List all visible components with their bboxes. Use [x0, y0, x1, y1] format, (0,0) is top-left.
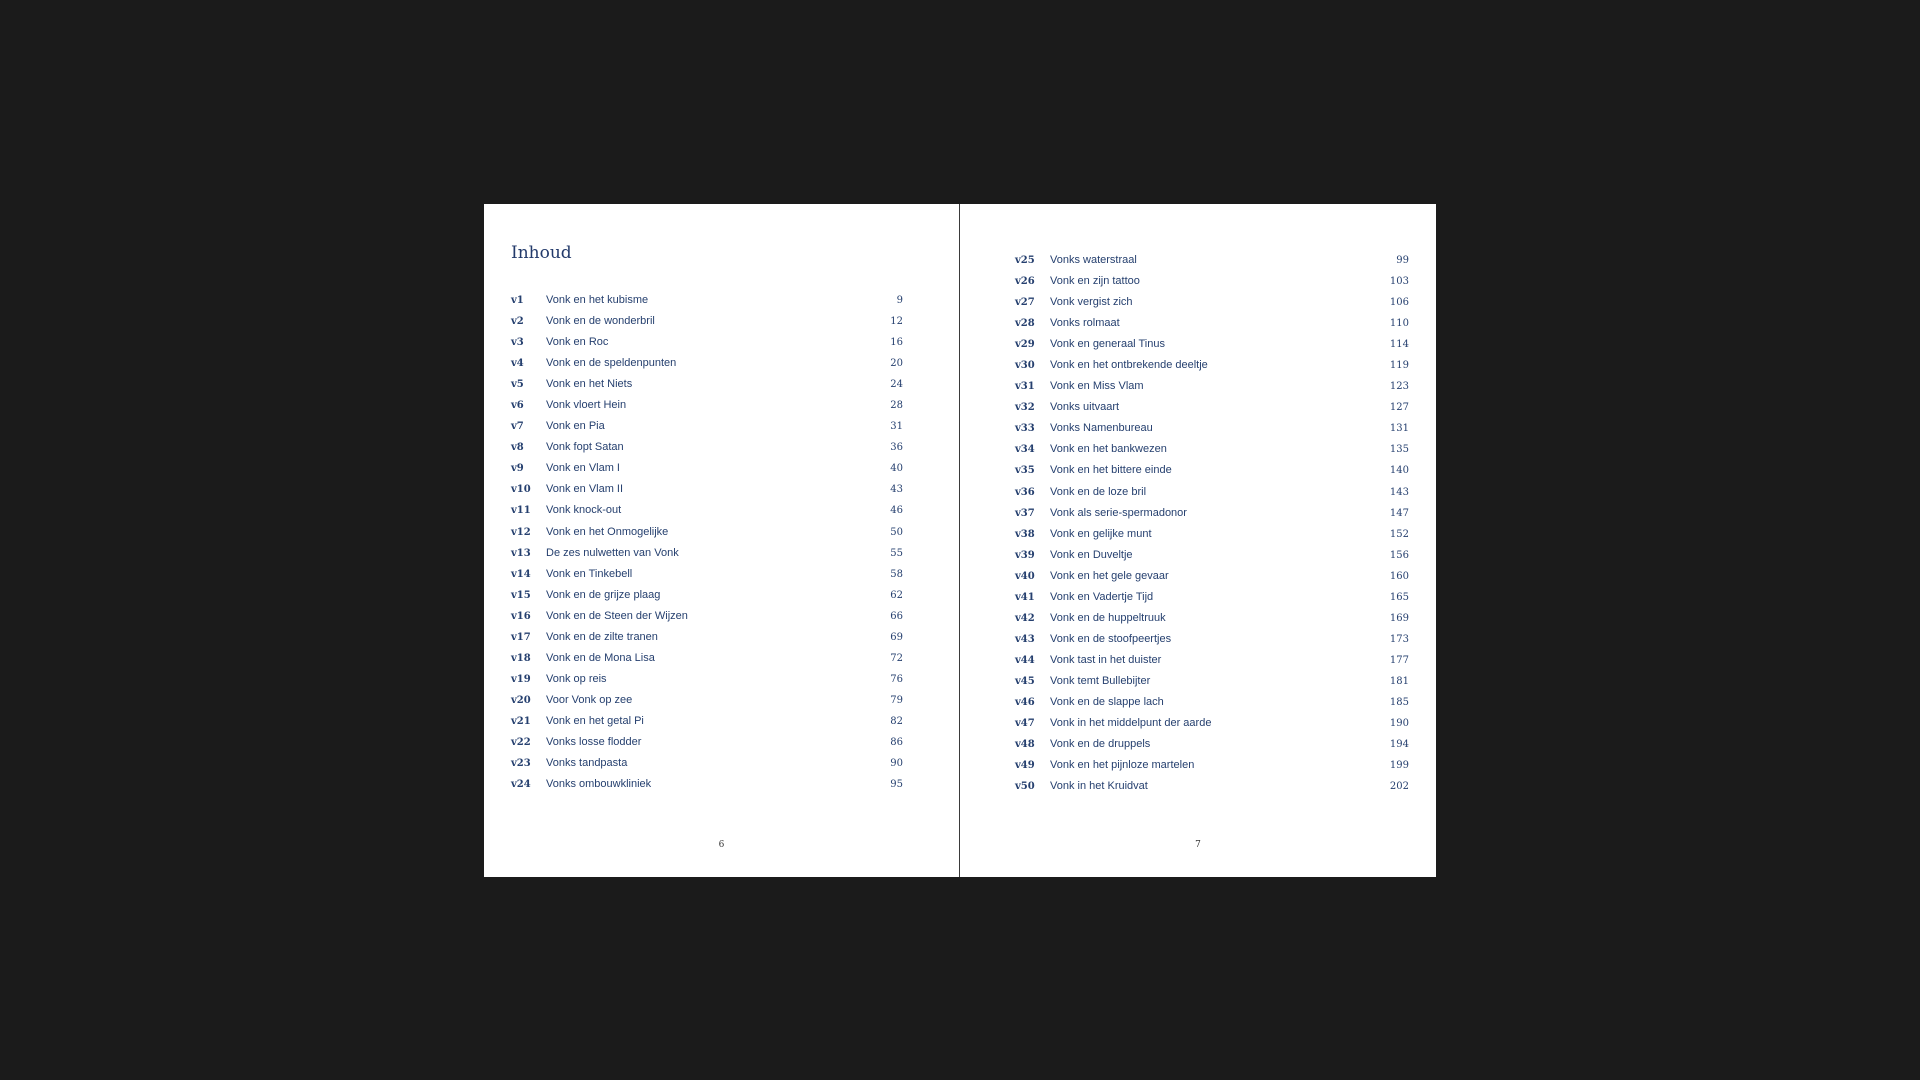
toc-entry-page: 9 [896, 295, 903, 306]
toc-entry [511, 462, 903, 483]
toc-entry-page: 160 [1389, 570, 1409, 582]
toc-entry-title: Vonk temt Bullebijter [1050, 674, 1151, 687]
toc-entry-title: Vonk en de grijze plaag [546, 588, 661, 601]
toc-entry-page: 165 [1389, 591, 1409, 603]
toc-entry-title: Vonk vloert Hein [546, 399, 627, 412]
toc-entry-title: Vonk en het ontbrekende deeltje [1050, 359, 1208, 372]
toc-entry-page: 55 [890, 547, 903, 559]
toc-entry-number: v39 [1015, 549, 1035, 561]
toc-entry-number: v1 [511, 295, 524, 306]
toc-entry-number: v17 [511, 631, 531, 643]
toc-entry [511, 336, 903, 357]
toc-entry-number: v28 [1015, 318, 1035, 330]
toc-entry-page: 181 [1389, 675, 1409, 687]
toc-entry-title: Vonk en het Onmogelijke [546, 525, 669, 538]
toc-entry [511, 589, 903, 610]
toc-entry-title: Voor Vonk op zee [546, 693, 633, 706]
toc-entry-number: v30 [1015, 360, 1035, 372]
toc-entry [511, 778, 903, 799]
toc-list-right [1015, 254, 1409, 801]
toc-entry [511, 504, 903, 525]
toc-entry-number: v19 [511, 673, 531, 685]
toc-entry-page: 114 [1389, 339, 1409, 351]
toc-entry-page: 31 [890, 421, 903, 433]
toc-entry-title: Vonk en de speldenpunten [546, 357, 677, 370]
toc-entry [511, 378, 903, 399]
page-title: Inhoud [511, 243, 572, 263]
toc-entry-page: 152 [1389, 528, 1409, 540]
toc-entry-title: Vonk en het pijnloze martelen [1050, 759, 1195, 772]
toc-entry-page: 143 [1389, 486, 1409, 498]
toc-entry [511, 399, 903, 420]
toc-entry-page: 106 [1389, 297, 1409, 309]
toc-entry-number: v36 [1015, 486, 1035, 498]
toc-entry-number: v41 [1015, 591, 1035, 603]
toc-entry-number: v37 [1015, 507, 1035, 519]
toc-entry [511, 673, 903, 694]
page-number-right: 7 [1195, 840, 1201, 850]
toc-entry-page: 76 [890, 673, 903, 685]
toc-entry-title: Vonk en het bankwezen [1050, 443, 1167, 456]
toc-entry [1015, 738, 1409, 759]
toc-entry-page: 185 [1389, 696, 1409, 708]
toc-entry-page: 147 [1389, 507, 1409, 519]
toc-entry-number: v4 [511, 358, 524, 370]
toc-entry [1015, 380, 1409, 401]
toc-entry-number: v5 [511, 379, 524, 391]
toc-entry-title: Vonk en Vlam I [546, 462, 620, 475]
toc-entry-number: v29 [1015, 339, 1035, 351]
toc-entry-page: 119 [1389, 360, 1409, 372]
toc-entry [511, 610, 903, 631]
toc-entry-title: Vonk en het getal Pi [546, 714, 644, 727]
toc-entry-page: 62 [890, 589, 903, 601]
toc-entry [511, 526, 903, 547]
toc-entry [511, 631, 903, 652]
toc-entry-number: v25 [1015, 255, 1035, 266]
toc-entry [1015, 612, 1409, 633]
toc-entry-page: 86 [890, 736, 903, 748]
toc-entry-number: v49 [1015, 760, 1035, 772]
toc-entry-page: 46 [890, 505, 903, 517]
toc-entry [1015, 275, 1409, 296]
toc-entry-page: 156 [1389, 549, 1409, 561]
toc-entry-title: Vonk en Vadertje Tijd [1050, 590, 1154, 603]
toc-entry [1015, 780, 1409, 801]
toc-entry-page: 16 [890, 337, 903, 349]
toc-entry-title: Vonks Namenbureau [1050, 422, 1153, 435]
toc-entry-title: Vonks rolmaat [1050, 317, 1120, 330]
toc-entry-page: 28 [890, 400, 903, 412]
toc-entry-number: v38 [1015, 528, 1035, 540]
toc-entry-number: v10 [511, 484, 531, 496]
toc-entry-page: 202 [1389, 781, 1409, 793]
toc-entry-number: v18 [511, 652, 531, 664]
toc-entry-number: v20 [511, 694, 531, 706]
toc-entry-title: Vonk vergist zich [1050, 296, 1133, 309]
toc-entry [511, 547, 903, 568]
toc-entry-title: Vonk en de huppeltruuk [1050, 611, 1166, 624]
toc-entry [511, 568, 903, 589]
toc-entry-number: v9 [511, 463, 524, 475]
toc-entry [1015, 422, 1409, 443]
toc-entry [1015, 696, 1409, 717]
toc-entry [1015, 591, 1409, 612]
toc-entry-title: Vonk tast in het duister [1050, 653, 1162, 666]
toc-entry-title: Vonk en Duveltje [1050, 548, 1133, 561]
toc-entry-number: v8 [511, 442, 524, 454]
toc-entry-number: v40 [1015, 570, 1035, 582]
toc-entry [511, 652, 903, 673]
toc-entry [1015, 401, 1409, 422]
toc-entry-title: Vonk en de wonderbril [546, 315, 655, 328]
toc-entry [1015, 359, 1409, 380]
toc-entry-title: Vonk als serie-spermadonor [1050, 506, 1187, 519]
toc-entry-number: v33 [1015, 423, 1035, 435]
toc-list-left [511, 294, 903, 799]
toc-entry-page: 135 [1389, 444, 1409, 456]
toc-entry-number: v48 [1015, 739, 1035, 751]
toc-entry-title: Vonk en de Mona Lisa [546, 651, 655, 664]
toc-entry-page: 90 [890, 758, 903, 770]
toc-entry [1015, 443, 1409, 464]
toc-entry [1015, 296, 1409, 317]
toc-entry [1015, 549, 1409, 570]
toc-entry-page: 127 [1389, 402, 1409, 414]
toc-entry-page: 24 [890, 379, 903, 391]
toc-entry-title: Vonk en zijn tattoo [1050, 275, 1140, 288]
toc-entry-page: 169 [1389, 612, 1409, 624]
toc-entry-title: Vonk en gelijke munt [1050, 527, 1152, 540]
toc-entry [1015, 570, 1409, 591]
toc-entry-number: v22 [511, 736, 531, 748]
toc-entry-page: 173 [1389, 633, 1409, 645]
toc-entry-title: Vonks uitvaart [1050, 401, 1120, 414]
toc-entry [1015, 654, 1409, 675]
toc-entry [1015, 759, 1409, 780]
toc-entry-page: 177 [1389, 654, 1409, 666]
toc-entry [1015, 633, 1409, 654]
toc-entry-number: v24 [511, 779, 531, 791]
toc-entry-title: Vonk en het gele gevaar [1050, 569, 1169, 582]
toc-entry-number: v7 [511, 421, 524, 433]
toc-entry-page: 50 [890, 526, 903, 538]
toc-entry-title: Vonk en Vlam II [546, 483, 624, 496]
toc-entry-page: 199 [1389, 760, 1409, 772]
toc-entry-number: v15 [511, 589, 531, 601]
toc-entry-page: 69 [890, 631, 903, 643]
book-spread [484, 204, 1436, 877]
toc-entry-title: Vonk knock-out [546, 504, 622, 517]
toc-entry-page: 190 [1389, 718, 1409, 730]
toc-entry-title: Vonk in het middelpunt der aarde [1050, 717, 1212, 730]
toc-entry-title: Vonk en de loze bril [1050, 485, 1147, 498]
toc-entry-number: v3 [511, 337, 524, 349]
toc-entry [511, 736, 903, 757]
toc-entry-page: 99 [1396, 255, 1409, 266]
toc-entry-title: Vonks losse flodder [546, 735, 642, 748]
toc-entry-number: v21 [511, 715, 531, 727]
page-number-left: 6 [718, 840, 725, 850]
toc-entry-title: Vonk en de slappe lach [1050, 695, 1164, 708]
toc-entry-title: Vonks ombouwkliniek [546, 778, 652, 791]
toc-entry-number: v6 [511, 400, 524, 412]
toc-entry-title: Vonk en het Niets [546, 378, 633, 391]
toc-entry [1015, 528, 1409, 549]
toc-entry-number: v11 [511, 505, 531, 517]
toc-entry-number: v35 [1015, 465, 1035, 477]
toc-entry-number: v12 [511, 526, 531, 538]
toc-entry-page: 43 [890, 484, 903, 496]
toc-entry [1015, 254, 1409, 275]
toc-entry [511, 294, 903, 315]
toc-entry-title: Vonk en de Steen der Wijzen [546, 609, 688, 622]
toc-entry-title: Vonk en de druppels [1050, 738, 1151, 751]
toc-entry-number: v13 [511, 547, 531, 559]
toc-entry-page: 58 [890, 568, 903, 580]
toc-entry [511, 315, 903, 336]
toc-entry-page: 82 [890, 715, 903, 727]
toc-entry-title: Vonk en Miss Vlam [1050, 380, 1144, 393]
toc-entry-page: 103 [1389, 276, 1409, 288]
toc-entry-title: Vonk en Pia [546, 420, 605, 433]
toc-entry-title: De zes nulwetten van Vonk [546, 546, 679, 559]
toc-entry-number: v16 [511, 610, 531, 622]
toc-entry-title: Vonk en Tinkebell [546, 567, 633, 580]
toc-entry-number: v31 [1015, 381, 1035, 393]
toc-entry-page: 79 [890, 694, 903, 706]
toc-entry-title: Vonk in het Kruidvat [1050, 780, 1148, 793]
toc-entry-title: Vonk en het kubisme [546, 294, 649, 306]
toc-entry-title: Vonk en het bittere einde [1050, 464, 1172, 477]
toc-entry [1015, 675, 1409, 696]
toc-entry-title: Vonk fopt Satan [546, 441, 624, 454]
toc-entry-number: v46 [1015, 696, 1035, 708]
toc-entry [511, 757, 903, 778]
toc-entry-page: 131 [1389, 423, 1409, 435]
toc-entry-number: v23 [511, 758, 531, 770]
toc-entry [1015, 338, 1409, 359]
toc-entry-title: Vonk en de zilte tranen [546, 630, 658, 643]
toc-entry-number: v26 [1015, 276, 1035, 288]
toc-entry [511, 483, 903, 504]
toc-entry-title: Vonk op reis [546, 672, 607, 685]
toc-entry [1015, 507, 1409, 528]
toc-entry [511, 357, 903, 378]
toc-entry-title: Vonk en Roc [546, 336, 609, 349]
toc-entry-number: v27 [1015, 297, 1035, 309]
toc-entry-title: Vonks tandpasta [546, 757, 628, 770]
toc-entry-page: 12 [890, 316, 903, 328]
toc-entry [511, 694, 903, 715]
toc-entry [511, 420, 903, 441]
toc-entry-title: Vonk en de stoofpeertjes [1050, 632, 1172, 645]
right-page [960, 204, 1436, 877]
toc-entry-number: v34 [1015, 444, 1035, 456]
toc-entry-number: v44 [1015, 654, 1035, 666]
toc-entry-page: 72 [890, 652, 903, 664]
toc-entry-number: v43 [1015, 633, 1035, 645]
toc-entry-number: v14 [511, 568, 531, 580]
toc-entry-page: 194 [1389, 739, 1409, 751]
toc-entry-page: 140 [1389, 465, 1409, 477]
toc-entry-number: v2 [511, 316, 524, 328]
toc-entry-page: 40 [890, 463, 903, 475]
toc-entry [511, 715, 903, 736]
toc-entry-page: 110 [1389, 318, 1409, 330]
toc-entry-title: Vonk en generaal Tinus [1050, 338, 1165, 351]
toc-entry-number: v47 [1015, 718, 1035, 730]
toc-entry-page: 66 [890, 610, 903, 622]
toc-entry-page: 95 [890, 779, 903, 791]
toc-entry-number: v32 [1015, 402, 1035, 414]
toc-entry-number: v50 [1015, 781, 1035, 793]
toc-entry [1015, 317, 1409, 338]
toc-entry [1015, 464, 1409, 485]
toc-entry-page: 123 [1389, 381, 1409, 393]
toc-entry-title: Vonks waterstraal [1050, 254, 1137, 266]
toc-entry [1015, 717, 1409, 738]
left-page [484, 204, 960, 877]
toc-entry-number: v42 [1015, 612, 1035, 624]
toc-entry-page: 20 [890, 358, 903, 370]
toc-entry [1015, 486, 1409, 507]
toc-entry-number: v45 [1015, 675, 1035, 687]
toc-entry [511, 441, 903, 462]
toc-entry-page: 36 [890, 442, 903, 454]
